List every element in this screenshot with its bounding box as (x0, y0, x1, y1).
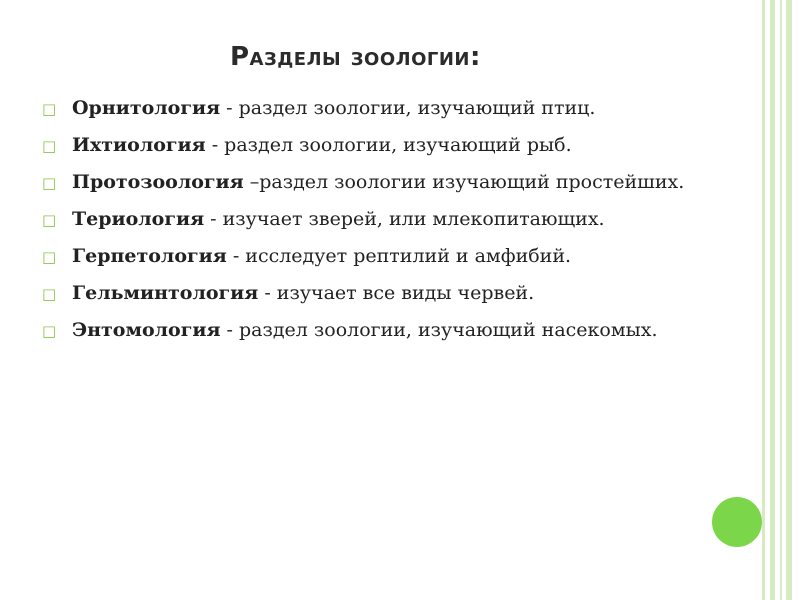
item-text: - раздел зоологии, изучающий рыб. (205, 134, 572, 156)
item-text: - изучает все виды червей. (258, 282, 535, 304)
hollow-square-bullet-icon: □ (42, 248, 57, 266)
list-item (40, 243, 740, 269)
item-term: Герпетология (72, 245, 227, 267)
item-term: Протозоология (72, 171, 244, 193)
hollow-square-bullet-icon: □ (42, 322, 57, 340)
hollow-square-bullet-icon: □ (42, 174, 57, 192)
decorative-stripe (762, 0, 765, 600)
item-text: - раздел зоологии, изучающий птиц. (220, 97, 596, 119)
hollow-square-bullet-icon: □ (42, 100, 57, 118)
slide-title: Разделы зоологии: (230, 42, 481, 72)
decorative-stripe (770, 0, 775, 600)
item-term: Энтомология (72, 319, 221, 341)
list-item (40, 95, 740, 121)
list-item (40, 169, 740, 195)
list-item (40, 280, 740, 306)
list-item (40, 317, 740, 343)
decorative-stripe (786, 0, 792, 600)
hollow-square-bullet-icon: □ (42, 285, 57, 303)
item-text: - исследует рептилий и амфибий. (226, 245, 572, 267)
bullet-list (40, 95, 740, 354)
item-text: - раздел зоологии, изучающий насекомых. (220, 319, 658, 341)
item-term: Орнитология (72, 97, 221, 119)
item-term: Гельминтология (72, 282, 259, 304)
item-term: Ихтиология (72, 134, 206, 156)
list-item (40, 132, 740, 158)
hollow-square-bullet-icon: □ (42, 137, 57, 155)
hollow-square-bullet-icon: □ (42, 211, 57, 229)
list-item (40, 206, 740, 232)
item-text: - изучает зверей, или млекопитающих. (204, 208, 605, 230)
decorative-stripe (780, 0, 782, 600)
item-text: –раздел зоологии изучающий простейших. (243, 171, 685, 193)
item-term: Териология (72, 208, 205, 230)
green-circle-decoration (712, 497, 762, 547)
